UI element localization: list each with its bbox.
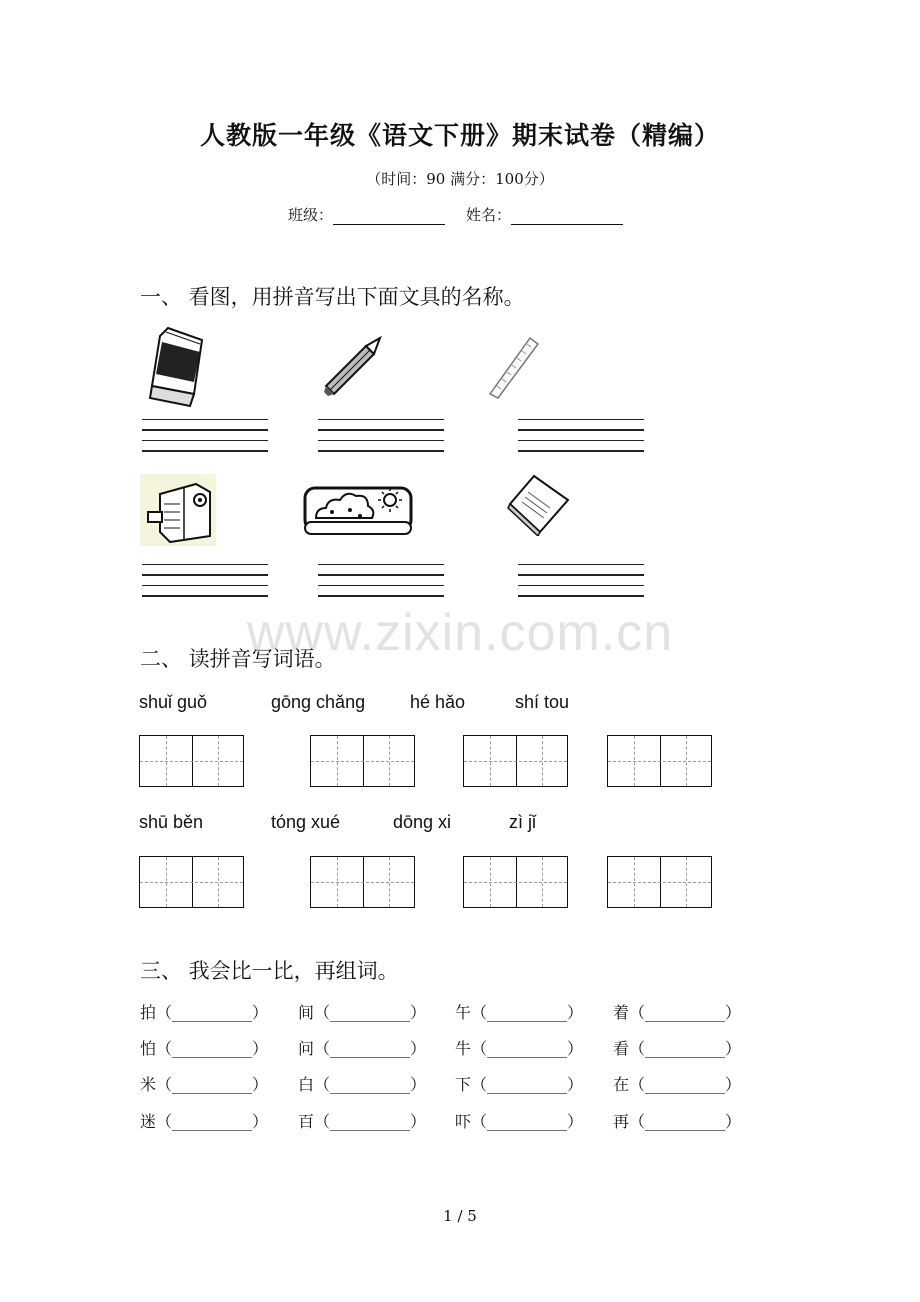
compare-item[interactable]: 午（__________）: [455, 1003, 584, 1022]
pinyin-label: zì jǐ: [509, 812, 536, 832]
eraser-icon: [140, 322, 212, 408]
pinyin-label: shuǐ guǒ: [139, 692, 208, 712]
answer-lines-2[interactable]: [318, 419, 444, 461]
answer-lines-4[interactable]: [142, 564, 268, 606]
section3-heading: 三、 我会比一比，再组词。: [140, 959, 399, 983]
compare-item[interactable]: 白（__________）: [298, 1075, 427, 1094]
compare-item[interactable]: 间（__________）: [298, 1003, 427, 1022]
pinyin-label: dōng xi: [393, 812, 452, 832]
pencil-case-icon: [302, 482, 414, 540]
name-field: [466, 204, 623, 225]
compare-item[interactable]: 在（__________）: [613, 1075, 742, 1094]
name-label: 姓名：: [466, 206, 512, 224]
compare-item[interactable]: 再（__________）: [613, 1112, 742, 1131]
pinyin-label: tóng xué: [271, 812, 341, 832]
compare-item[interactable]: 迷（__________）: [140, 1112, 269, 1131]
pinyin-label: shū běn: [139, 812, 204, 832]
compare-item[interactable]: 牛（__________）: [455, 1039, 584, 1058]
notebook-icon: [506, 474, 572, 536]
compare-item[interactable]: 着（__________）: [613, 1003, 742, 1022]
name-blank[interactable]: [511, 208, 623, 225]
exam-meta: （时间：90 满分：100分）: [366, 170, 554, 188]
pencil-icon: [320, 334, 384, 398]
compare-item[interactable]: 下（__________）: [455, 1075, 584, 1094]
page-number: 1 / 5: [443, 1207, 477, 1225]
writing-box[interactable]: [463, 856, 568, 908]
answer-lines-1[interactable]: [142, 419, 268, 461]
section1-heading: 一、 看图，用拼音写出下面文具的名称。: [140, 285, 525, 309]
compare-item[interactable]: 米（__________）: [140, 1075, 269, 1094]
compare-item[interactable]: 看（__________）: [613, 1039, 742, 1058]
class-blank[interactable]: [333, 208, 445, 225]
writing-box[interactable]: [310, 856, 415, 908]
pinyin-label: gōng chǎng: [271, 692, 366, 712]
writing-box[interactable]: [139, 735, 244, 787]
compare-item[interactable]: 百（__________）: [298, 1112, 427, 1131]
answer-lines-6[interactable]: [518, 564, 644, 606]
ruler-icon: [488, 336, 540, 400]
watermark: www.zixin.com.cn: [246, 604, 674, 662]
writing-box[interactable]: [607, 856, 712, 908]
writing-box[interactable]: [139, 856, 244, 908]
pinyin-label: shí tou: [515, 692, 570, 712]
writing-box[interactable]: [310, 735, 415, 787]
page-title: 人教版一年级《语文下册》期末试卷（精编）: [199, 121, 720, 150]
answer-lines-3[interactable]: [518, 419, 644, 461]
class-label: 班级：: [288, 206, 334, 224]
writing-box[interactable]: [463, 735, 568, 787]
compare-item[interactable]: 怕（__________）: [140, 1039, 269, 1058]
compare-item[interactable]: 问（__________）: [298, 1039, 427, 1058]
compare-item[interactable]: 吓（__________）: [455, 1112, 584, 1131]
answer-lines-5[interactable]: [318, 564, 444, 606]
section2-heading: 二、 读拼音写词语。: [140, 647, 336, 671]
compare-item[interactable]: 拍（__________）: [140, 1003, 269, 1022]
class-field: [288, 204, 445, 225]
pencil-sharpener-icon: [140, 474, 216, 546]
pinyin-label: hé hǎo: [410, 692, 466, 712]
writing-box[interactable]: [607, 735, 712, 787]
